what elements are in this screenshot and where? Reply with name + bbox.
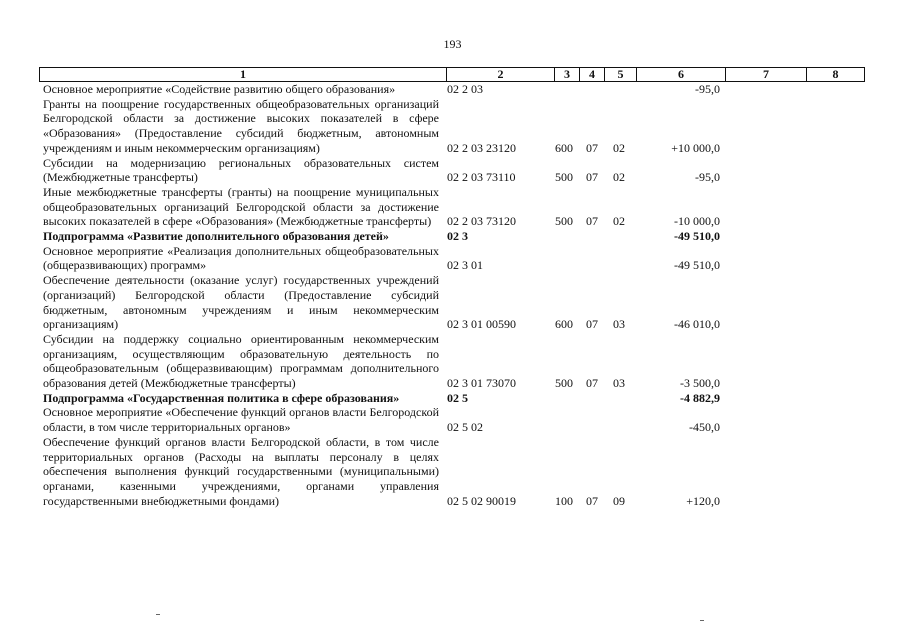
row-code: 02 2 03 23120 <box>447 140 516 155</box>
row-description: Основное мероприятие «Содействие развитию общего образования» <box>43 82 396 96</box>
row-description: Подпрограмма «Государственная политика в сфере образования» <box>43 390 400 405</box>
row-amount: -46 010,0 <box>674 317 720 332</box>
header-col-7: 7 <box>725 68 806 81</box>
table-row <box>39 435 865 509</box>
row-amount: -49 510,0 <box>674 229 720 244</box>
table-row <box>39 82 865 97</box>
table-row <box>39 332 865 391</box>
row-subsection: 02 <box>613 214 625 229</box>
row-description: Основное мероприятие «Реализация дополнительных общеобразовательных (общеразвивающих) программ» <box>43 243 439 273</box>
header-col-4: 4 <box>579 68 604 81</box>
table-row <box>39 185 865 229</box>
row-description: Обеспечение функций органов власти Белгородской области, в том числе территориальных органов (Расходы на выплаты персоналу в целях обеспечения выполнения функций государственными (муниципальными) органами, казенными учреждениями, органами управления государственными внебюджетными фондами) <box>43 434 439 508</box>
row-amount: -95,0 <box>695 82 720 96</box>
row-amount: -4 882,9 <box>680 390 720 405</box>
row-code: 02 5 02 90019 <box>447 493 516 508</box>
row-subsection: 02 <box>613 170 625 185</box>
row-section: 07 <box>586 317 598 332</box>
row-code: 02 3 <box>447 229 468 244</box>
row-expense-type: 100 <box>555 493 573 508</box>
row-section: 07 <box>586 214 598 229</box>
row-subsection: 03 <box>613 376 625 391</box>
row-subsection: 03 <box>613 317 625 332</box>
budget-table <box>39 67 865 508</box>
scan-speck <box>700 620 704 621</box>
row-code: 02 3 01 00590 <box>447 317 516 332</box>
header-col-1: 1 <box>240 67 246 81</box>
row-section: 07 <box>586 170 598 185</box>
row-description: Субсидии на модернизацию региональных образовательных систем (Межбюджетные трансферты) <box>43 155 439 185</box>
row-amount: -49 510,0 <box>674 258 720 273</box>
row-amount: -10 000,0 <box>674 214 720 229</box>
row-description: Иные межбюджетные трансферты (гранты) на поощрение муниципальных общеобразовательных организаций Белгородской области за достижение высоких показателей в сфере «Образования» (Межбюджетные трансферты) <box>43 184 439 229</box>
table-row-subprogram <box>39 229 865 244</box>
header-col-6: 6 <box>636 68 725 81</box>
row-section: 07 <box>586 493 598 508</box>
row-description: Гранты на поощрение государственных общеобразовательных организаций Белгородской области за достижение высоких показателей в сфере «Образования» (Предоставление субсидий бюджетным, автономным учреждениям и иным некоммерческим организациям) <box>43 96 439 155</box>
row-code: 02 2 03 73120 <box>447 214 516 229</box>
row-amount: +120,0 <box>686 493 720 508</box>
row-expense-type: 500 <box>555 170 573 185</box>
row-code: 02 3 01 73070 <box>447 376 516 391</box>
row-amount: -450,0 <box>689 420 720 435</box>
row-code: 02 2 03 <box>447 82 483 96</box>
header-col-3: 3 <box>554 68 579 81</box>
row-subsection: 02 <box>613 140 625 155</box>
row-code: 02 2 03 73110 <box>447 170 516 185</box>
table-row <box>39 97 865 156</box>
row-expense-type: 500 <box>555 376 573 391</box>
row-section: 07 <box>586 376 598 391</box>
page-number: 193 <box>443 37 462 51</box>
scan-speck <box>156 614 160 615</box>
table-header <box>39 67 865 82</box>
row-code: 02 5 02 <box>447 420 483 435</box>
row-description: Основное мероприятие «Обеспечение функций органов власти Белгородской области, в том числе территориальных органов» <box>43 405 439 435</box>
header-col-2: 2 <box>446 68 554 81</box>
row-expense-type: 500 <box>555 214 573 229</box>
row-expense-type: 600 <box>555 140 573 155</box>
row-expense-type: 600 <box>555 317 573 332</box>
table-row <box>39 156 865 185</box>
row-amount: -95,0 <box>695 170 720 185</box>
row-description: Обеспечение деятельности (оказание услуг) государственных учреждений (организаций) Белгородской области (Предоставление субсидий бюджетным, автономным учреждениям и иным некоммерческим организациям) <box>43 273 439 332</box>
row-code: 02 3 01 <box>447 258 483 273</box>
row-subsection: 09 <box>613 493 625 508</box>
row-description: Субсидии на поддержку социально ориентированным некоммерческим организациям, осуществляющим образовательную деятельность по общеобразовательным (общеразвивающим) программам дополнительного образования детей (Межбюджетные трансферты) <box>43 331 439 391</box>
table-row <box>39 273 865 332</box>
row-description: Подпрограмма «Развитие дополнительного образования детей» <box>43 229 389 244</box>
table-row-subprogram <box>39 391 865 406</box>
row-code: 02 5 <box>447 390 468 405</box>
row-amount: -3 500,0 <box>680 376 720 391</box>
header-col-8: 8 <box>806 68 864 81</box>
header-col-5: 5 <box>604 68 636 81</box>
row-section: 07 <box>586 140 598 155</box>
table-row <box>39 244 865 273</box>
row-amount: +10 000,0 <box>671 140 720 155</box>
table-row <box>39 405 865 434</box>
